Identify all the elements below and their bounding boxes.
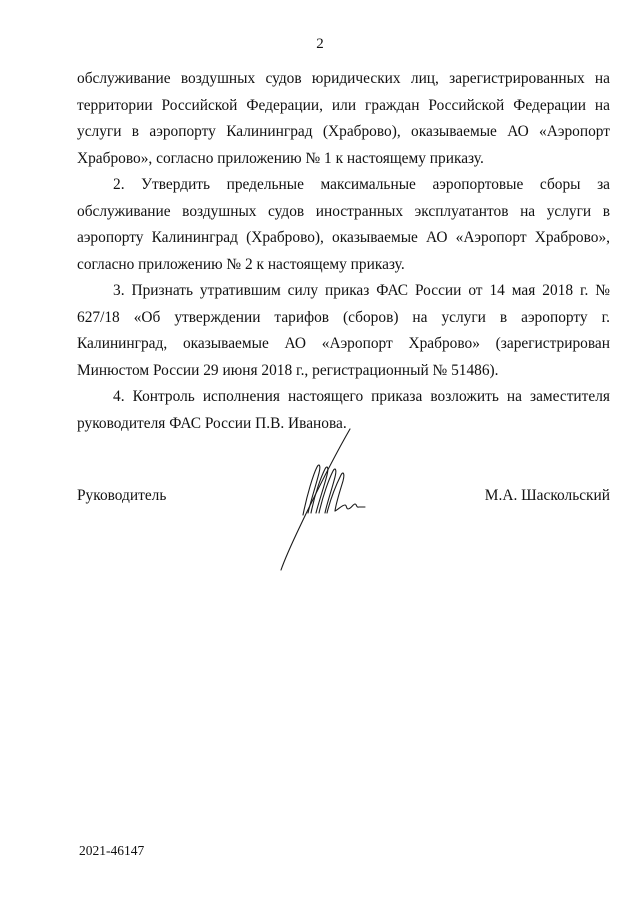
paragraph-1-continuation: обслуживание воздушных судов юридических лиц, зарегистрированных на территории Российской Федерации, или граждан Российской Федерации на услуги в аэропорту Калининград (Храброво), оказываемые АО «Аэропорт Храброво», согласно приложению № 1 к настоящему приказу. — [77, 70, 610, 167]
order-body-text — [77, 66, 610, 437]
signatory-title: Руководитель — [77, 487, 167, 504]
document-number: 2021-46147 — [79, 843, 145, 858]
page-number: 2 — [316, 36, 324, 52]
signatory-name: М.А. Шаскольский — [484, 487, 610, 504]
signature-row — [77, 487, 610, 511]
paragraph-2: 2. Утвердить предельные максимальные аэропортовые сборы за обслуживание воздушных судов иностранных эксплуатантов на услуги в аэропорту Калининград (Храброво), оказываемые АО «Аэропорт Храброво», согласно приложению № 2 к настоящему приказу. — [77, 176, 610, 273]
paragraph-4: 4. Контроль исполнения настоящего приказа возложить на заместителя руководителя ФАС России П.В. Иванова. — [77, 388, 610, 432]
paragraph-3: 3. Признать утратившим силу приказ ФАС России от 14 мая 2018 г. № 627/18 «Об утверждении тарифов (сборов) на услуги в аэропорту г. Калининград, оказываемые АО «Аэропорт Храброво» (зарегистрирован Минюстом России 29 июня 2018 г., регистрационный № 51486). — [77, 282, 610, 379]
